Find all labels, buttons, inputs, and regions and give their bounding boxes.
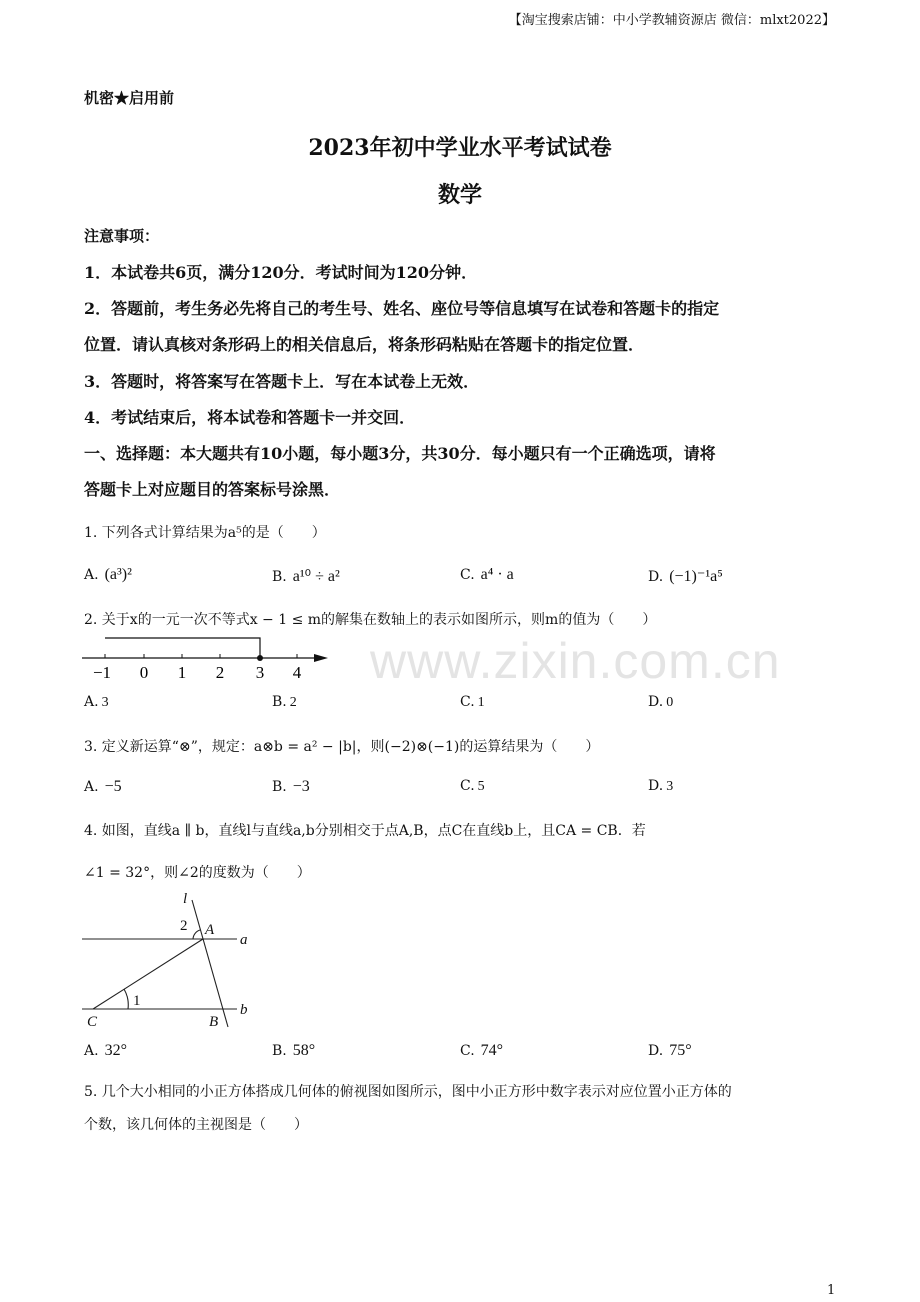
option-letter: D. xyxy=(648,694,664,710)
secret-label: 机密★启用前 xyxy=(84,89,175,107)
label-C: C xyxy=(87,1014,98,1030)
option-value: a¹⁰ ÷ a² xyxy=(292,568,340,585)
question-5-cont: 个数，该几何体的主视图是（ ） xyxy=(84,1117,308,1133)
q2-option-b xyxy=(272,694,297,711)
q2-option-c xyxy=(460,694,485,711)
option-letter: D. xyxy=(648,778,664,794)
line-l xyxy=(192,900,228,1027)
axis-arrow-icon xyxy=(314,654,328,662)
option-letter: A. xyxy=(84,694,99,710)
option-letter: C. xyxy=(460,1043,475,1059)
note-2-cont: 位置．请认真核对条形码上的相关信息后，将条形码粘贴在答题卡的指定位置． xyxy=(84,335,645,354)
q1-option-b xyxy=(272,566,340,586)
angle-1-arc xyxy=(124,989,128,1009)
q1-option-a xyxy=(84,566,132,584)
option-value: 3 xyxy=(101,695,109,710)
option-value: 5 xyxy=(477,779,485,794)
option-value: 0 xyxy=(666,695,674,710)
label-1: 1 xyxy=(133,993,141,1009)
option-letter: B. xyxy=(272,1043,287,1059)
option-value: 75° xyxy=(669,1042,692,1059)
q2-option-a xyxy=(84,694,109,711)
solid-point xyxy=(257,655,263,661)
q4-option-b xyxy=(272,1042,315,1060)
question-5: 5. 几个大小相同的小正方体搭成几何体的俯视图如图所示，图中小正方形中数字表示对应位置小正方体的 xyxy=(84,1084,732,1100)
option-value: 32° xyxy=(104,1042,127,1059)
option-letter: A. xyxy=(84,1043,99,1059)
option-letter: C. xyxy=(460,567,475,583)
section-heading: 一、选择题：本大题共有10小题，每小题3分，共30分．每小题只有一个正确选项，请将 xyxy=(84,444,716,463)
label-b: b xyxy=(240,1002,248,1018)
option-value: −5 xyxy=(104,778,122,795)
q4-option-c xyxy=(460,1042,503,1060)
page-number: 1 xyxy=(827,1283,836,1298)
option-letter: D. xyxy=(648,569,664,585)
question-4-cont: ∠1 = 32°，则∠2的度数为（ ） xyxy=(84,865,311,881)
option-letter: B. xyxy=(272,779,287,795)
label-2: 2 xyxy=(180,918,188,934)
note-2: 2．答题前，考生务必先将自己的考生号、姓名、座位号等信息填写在试卷和答题卡的指定 xyxy=(84,299,720,318)
page-title: 2023年初中学业水平考试试卷 xyxy=(308,135,612,161)
option-letter: C. xyxy=(460,694,475,710)
option-letter: A. xyxy=(84,779,99,795)
tick-label: 4 xyxy=(292,663,302,682)
q1-option-d xyxy=(648,566,723,586)
angle-2-arc xyxy=(193,930,200,939)
label-a: a xyxy=(240,932,248,948)
option-value: 3 xyxy=(666,779,674,794)
label-A: A xyxy=(205,922,215,938)
q3-option-d xyxy=(648,778,673,795)
tick-label: −1 xyxy=(92,663,112,682)
geometry-figure xyxy=(80,885,270,1035)
q3-option-c xyxy=(460,778,485,795)
q2-option-d xyxy=(648,694,673,711)
option-letter: D. xyxy=(648,1043,664,1059)
option-value: −3 xyxy=(292,778,310,795)
question-3: 3. 定义新运算“⊗”，规定：a⊗b = a² − |b|，则(−2)⊗(−1)的运算结果为（ ） xyxy=(84,739,600,755)
label-l: l xyxy=(183,891,188,907)
q3-option-b xyxy=(272,778,310,796)
question-2: 2. 关于x的一元一次不等式x − 1 ≤ m的解集在数轴上的表示如图所示，则m的值为（ ） xyxy=(84,612,657,628)
subject-title: 数学 xyxy=(437,182,482,208)
tick-label: 1 xyxy=(177,663,187,682)
q4-option-a xyxy=(84,1042,127,1060)
watermark: www.zixin.com.cn xyxy=(370,633,781,689)
tick-label: 3 xyxy=(255,663,265,682)
option-letter: B. xyxy=(272,694,287,710)
tick-label: 2 xyxy=(215,663,225,682)
section-heading-cont: 答题卡上对应题目的答案标号涂黑． xyxy=(84,480,341,499)
question-1: 1. 下列各式计算结果为a⁵的是（ ） xyxy=(84,525,326,541)
question-4: 4. 如图，直线a ∥ b，直线l与直线a,b分别相交于点A,B，点C在直线b上，且CA = CB．若 xyxy=(84,823,646,839)
header-note: 【淘宝搜索店铺：中小学教辅资源店 微信：mlxt2022】 xyxy=(508,13,835,28)
q3-option-a xyxy=(84,778,122,796)
option-value: 58° xyxy=(292,1042,316,1059)
note-3: 3．答题时，将答案写在答题卡上．写在本试卷上无效． xyxy=(84,372,480,391)
option-value: 2 xyxy=(289,695,297,710)
note-1: 1．本试卷共6页，满分120分．考试时间为120分钟． xyxy=(84,263,478,282)
option-value: 1 xyxy=(477,695,485,710)
option-value: (a³)² xyxy=(104,566,132,583)
notes-heading: 注意事项： xyxy=(84,227,160,245)
tick-label: 0 xyxy=(139,663,149,682)
option-value: a⁴ · a xyxy=(480,566,514,583)
option-letter: B. xyxy=(272,569,287,585)
option-value: 74° xyxy=(480,1042,504,1059)
option-letter: C. xyxy=(460,778,475,794)
option-letter: A. xyxy=(84,567,99,583)
note-4: 4．考试结束后，将本试卷和答题卡一并交回． xyxy=(84,408,416,427)
label-B: B xyxy=(209,1014,219,1030)
number-line-figure xyxy=(80,630,340,685)
option-value: (−1)⁻¹a⁵ xyxy=(669,568,723,585)
q1-option-c xyxy=(460,566,514,584)
segment-ca xyxy=(93,939,203,1009)
q4-option-d xyxy=(648,1042,692,1060)
